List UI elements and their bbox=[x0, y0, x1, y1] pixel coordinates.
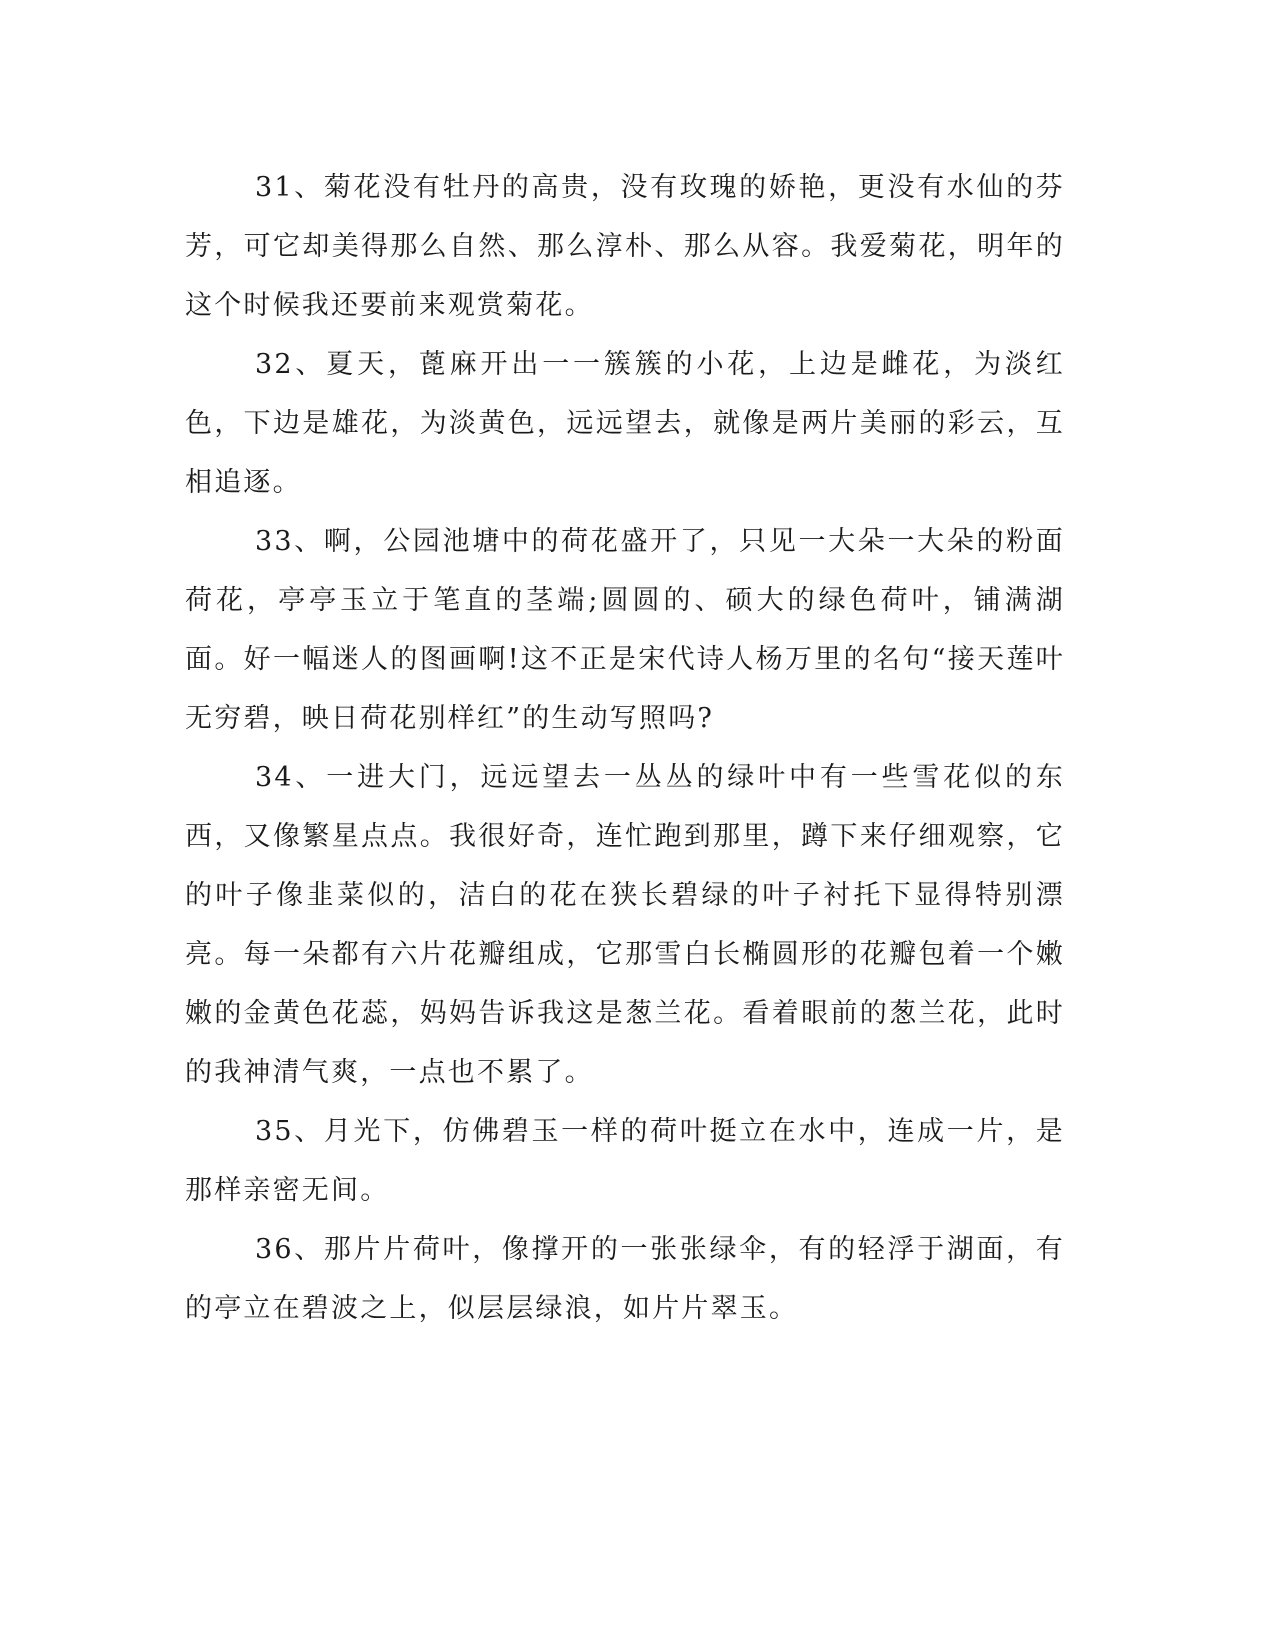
paragraph-34: 34、一进大门，远远望去一丛丛的绿叶中有一些雪花似的东西，又像繁星点点。我很好奇，连忙跑到那里，蹲下来仔细观察，它的叶子像韭菜似的，洁白的花在狭长碧绿的叶子衬托下显得特别漂亮。每一朵都有六片花瓣组成，它那雪白长椭圆形的花瓣包着一个嫩嫩的金黄色花蕊，妈妈告诉我这是葱兰花。看着眼前的葱兰花，此时的我神清气爽，一点也不累了。 bbox=[185, 762, 1065, 1088]
paragraph-36: 36、那片片荷叶，像撑开的一张张绿伞，有的轻浮于湖面，有的亭立在碧波之上，似层层绿浪，如片片翠玉。 bbox=[185, 1234, 1065, 1324]
document-body bbox=[185, 158, 1065, 1338]
paragraph-31: 31、菊花没有牡丹的高贵，没有玫瑰的娇艳，更没有水仙的芬芳，可它却美得那么自然、那么淳朴、那么从容。我爱菊花，明年的这个时候我还要前来观赏菊花。 bbox=[185, 172, 1065, 321]
paragraph-32: 32、夏天，蓖麻开出一一簇簇的小花，上边是雌花，为淡红色，下边是雄花，为淡黄色，远远望去，就像是两片美丽的彩云，互相追逐。 bbox=[185, 349, 1065, 498]
paragraph-33: 33、啊，公园池塘中的荷花盛开了，只见一大朵一大朵的粉面荷花，亭亭玉立于笔直的茎端;圆圆的、硕大的绿色荷叶，铺满湖面。好一幅迷人的图画啊!这不正是宋代诗人杨万里的名句“接天莲叶无穷碧，映日荷花别样红”的生动写照吗? bbox=[185, 526, 1065, 734]
paragraph-35: 35、月光下，仿佛碧玉一样的荷叶挺立在水中，连成一片，是那样亲密无间。 bbox=[185, 1116, 1065, 1206]
